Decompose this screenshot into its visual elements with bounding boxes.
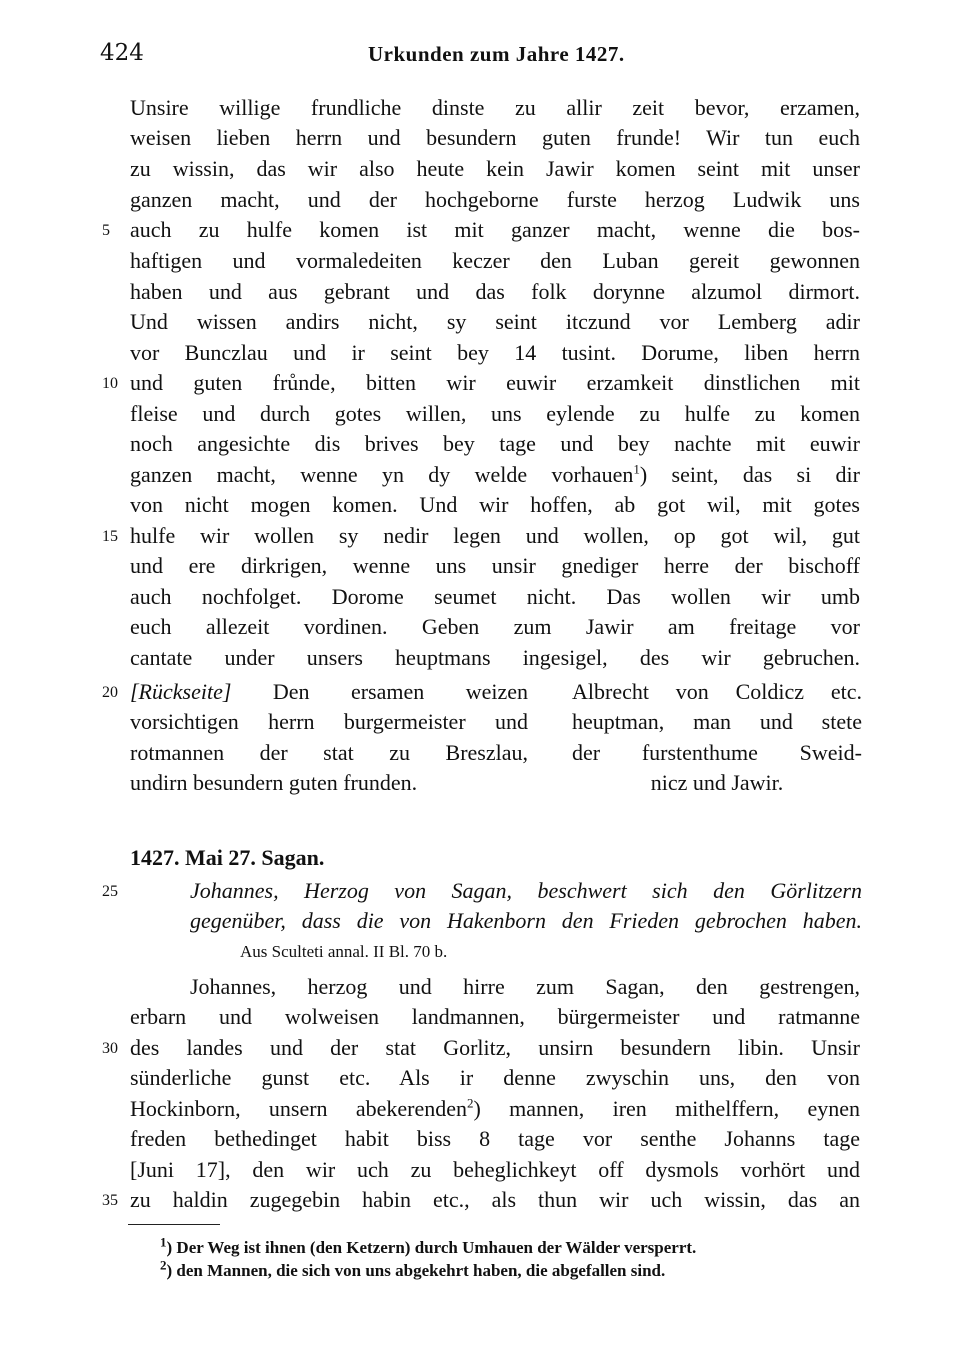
line-number: 10 (102, 375, 118, 392)
line-number: 15 (102, 528, 118, 545)
letter-line: Und wissen andirs nicht, sy seint itczund vor Lemberg adir (130, 309, 860, 334)
letter-line: zu wissin, das wir also heute kein Jawir komen seint mit unser (130, 156, 860, 181)
doc-line: erbarn und wolweisen landmannen, bürgermeister und ratmanne (130, 1004, 860, 1029)
footnote (160, 1234, 697, 1258)
address-right-line: Albrecht von Coldicz etc. (572, 679, 862, 704)
running-title: Urkunden zum Jahre 1427. (368, 42, 625, 66)
doc-line-part: ) mannen, iren mithelffern, eynen (473, 1096, 860, 1121)
letter-line: auch zu hulfe komen ist mit ganzer macht, wenne die bos- (130, 217, 860, 242)
address-right-line: nicz und Jawir. (650, 770, 784, 795)
line-number: 35 (102, 1192, 118, 1209)
doc-line: Johannes, herzog und hirre zum Sagan, den gestrengen, (190, 974, 860, 999)
line-number: 25 (102, 883, 118, 900)
letter-line: haftigen und vormaledeiten keczer den Luban gereit gewonnen (130, 248, 860, 273)
letter-line: fleise und durch gotes willen, uns eylende zu hulfe zu komen (130, 401, 860, 426)
line-number: 30 (102, 1040, 118, 1057)
page-number: 424 (100, 40, 144, 66)
regest-line: Johannes, Herzog von Sagan, beschwert sich den Görlitzern (190, 878, 862, 903)
letter-line: von nicht mogen komen. Und wir hoffen, ab got wil, mit gotes (130, 492, 860, 517)
footnote-rule (128, 1224, 220, 1225)
letter-line-part: ) seint, das si dir (639, 462, 860, 487)
footnote-text: ) Der Weg ist ihnen (den Ketzern) durch Umhauen der Wälder versperrt. (166, 1238, 697, 1257)
letter-line: und guten frůnde, bitten wir euwir erzamkeit dinstlichen mit (130, 370, 860, 395)
address-left-line: vorsichtigen herrn burgermeister und (130, 709, 528, 734)
letter-line: vor Bunczlau und ir seint bey 14 tusint. Dorume, liben herrn (130, 340, 860, 365)
doc-line: freden bethedinget habit biss 8 tage vor senthe Johanns tage (130, 1126, 860, 1151)
doc-line: des landes und der stat Gorlitz, unsirn besundern libin. Unsir (130, 1035, 860, 1060)
letter-line: auch nochfolget. Dorome seumet nicht. Das wollen wir umb (130, 584, 860, 609)
address-label: [Rückseite] (130, 679, 232, 704)
address-right-line: der furstenthume Sweid- (572, 740, 862, 765)
address-left-line (130, 677, 528, 707)
letter-line: und ere dirkrigen, wenne uns unsir gnediger herre der bischoff (130, 553, 860, 578)
address-text: Den ersamen weizen (231, 679, 528, 704)
document-heading: 1427. Mai 27. Sagan. (130, 845, 325, 870)
doc-line-with-footnote (130, 1094, 860, 1124)
letter-line: Unsire willige frundliche dinste zu allir zeit bevor, erzamen, (130, 95, 860, 120)
footnote-mark: 1 (160, 1234, 167, 1250)
letter-line: euch allezeit vordinen. Geben zum Jawir am freitage vor (130, 614, 860, 639)
address-left-line: rotmannen der stat zu Breszlau, (130, 740, 528, 765)
line-number: 20 (102, 684, 118, 701)
letter-line: ganzen macht, und der hochgeborne furste herzog Ludwik uns (130, 187, 860, 212)
letter-line-with-footnote (130, 460, 860, 490)
doc-line: sünderliche gunst etc. Als ir denne zwyschin uns, den von (130, 1065, 860, 1090)
address-right-line: heuptman, man und stete (572, 709, 862, 734)
footnote-marker: 2 (467, 1095, 474, 1111)
line-number: 5 (102, 222, 110, 239)
letter-line-part: ganzen macht, wenne yn dy welde vorhauen (130, 462, 634, 487)
footnote-marker: 1 (633, 461, 640, 477)
letter-line: noch angesichte dis brives bey tage und bey nachte mit euwir (130, 431, 860, 456)
source-note: Aus Sculteti annal. II Bl. 70 b. (240, 942, 448, 961)
footnote-text: ) den Mannen, die sich von uns abgekehrt haben, die abgefallen sind. (166, 1261, 666, 1280)
footnote (160, 1257, 666, 1281)
letter-line: haben und aus gebrant und das folk dorynne alzumol dirmort. (130, 279, 860, 304)
doc-line: zu haldin zugegebin habin etc., als thun wir uch wissin, das an (130, 1187, 860, 1212)
letter-line: weisen lieben herrn und besundern guten frunde! Wir tun euch (130, 125, 860, 150)
letter-line: hulfe wir wollen sy nedir legen und wollen, op got wil, gut (130, 523, 860, 548)
regest-line: gegenüber, dass die von Hakenborn den Frieden gebrochen haben. (190, 908, 862, 933)
doc-line: [Juni 17], den wir uch zu beheglichkeyt off dysmols vorhört und (130, 1157, 860, 1182)
footnote-mark: 2 (160, 1257, 167, 1273)
doc-line-part: Hockinborn, unsern abekerenden (130, 1096, 468, 1121)
address-left-line: undirn besundern guten frunden. (130, 770, 418, 795)
letter-line: cantate under unsers heuptmans ingesigel, des wir gebruchen. (130, 645, 860, 670)
